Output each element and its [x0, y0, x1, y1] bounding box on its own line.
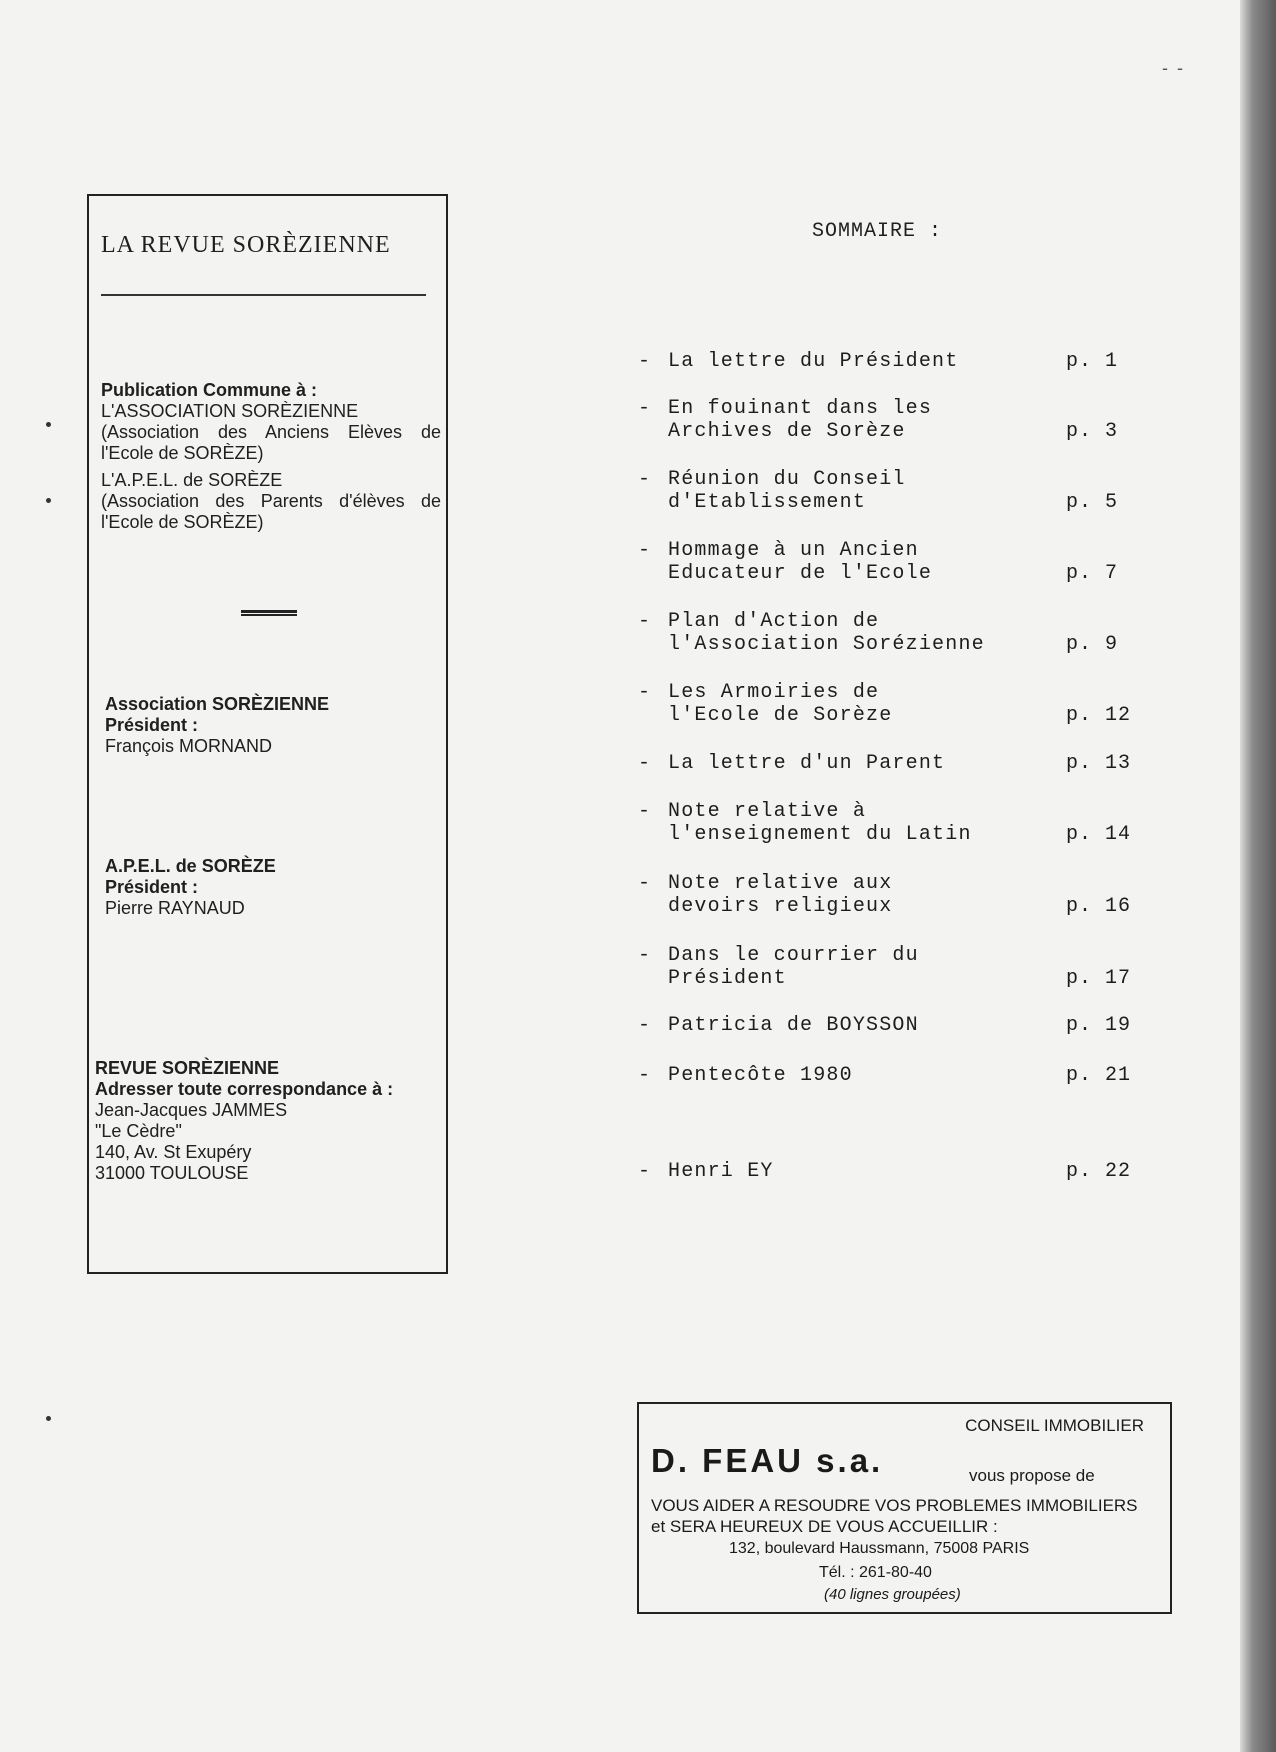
advertisement-box — [637, 1402, 1172, 1614]
revue-street: 140, Av. St Exupéry — [95, 1142, 252, 1162]
section-divider — [241, 610, 297, 616]
apel-heading: A.P.E.L. de SORÈZE — [105, 856, 276, 876]
association-role: Président : — [105, 715, 199, 735]
toc-item-subtitle: Archives de Sorèze — [668, 420, 906, 443]
toc-page-number: p. 1 — [1066, 350, 1119, 373]
ad-offer: vous propose de — [969, 1466, 1095, 1485]
ad-phone-note: (40 lignes groupées) — [824, 1586, 961, 1603]
toc-item-title: Les Armoiries de — [668, 681, 880, 704]
publication-org1: L'ASSOCIATION SORÈZIENNE — [101, 401, 359, 421]
toc-page-number: p. 17 — [1066, 967, 1132, 990]
toc-item-subtitle: l'Association Sorézienne — [668, 633, 985, 656]
masthead-title: LA REVUE SORÈZIENNE — [101, 232, 391, 258]
association-heading: Association SORÈZIENNE — [105, 694, 330, 714]
punch-mark — [46, 422, 51, 427]
revue-contact-name: Jean-Jacques JAMMES — [95, 1100, 288, 1120]
toc-page-number: p. 7 — [1066, 562, 1119, 585]
apel-role: Président : — [105, 877, 199, 897]
toc-item-title: La lettre du Président — [668, 350, 959, 373]
ad-company-name: D. FEAU s.a. — [651, 1442, 884, 1479]
toc-item-title: La lettre d'un Parent — [668, 752, 946, 775]
toc-page-number: p. 13 — [1066, 752, 1132, 775]
toc-page-number: p. 22 — [1066, 1160, 1132, 1183]
toc-item-subtitle: l'Ecole de Sorèze — [668, 704, 893, 727]
ad-kicker: CONSEIL IMMOBILIER — [965, 1416, 1144, 1435]
toc-item-subtitle: Educateur de l'Ecole — [668, 562, 933, 585]
apel-president: Pierre RAYNAUD — [105, 898, 245, 918]
toc-item-title: Patricia de BOYSSON — [668, 1014, 919, 1037]
toc-item-subtitle: Président — [668, 967, 787, 990]
toc-item-title: Plan d'Action de — [668, 610, 880, 633]
toc-item-subtitle: devoirs religieux — [668, 895, 893, 918]
toc-page-number: p. 14 — [1066, 823, 1132, 846]
publication-org2: L'A.P.E.L. de SORÈZE — [101, 470, 283, 490]
ad-line-1: VOUS AIDER A RESOUDRE VOS PROBLEMES IMMOBILIERS — [651, 1496, 1138, 1515]
toc-item-title: Note relative aux — [668, 872, 893, 895]
toc-page-number: p. 21 — [1066, 1064, 1132, 1087]
toc-item-title: Note relative à — [668, 800, 867, 823]
toc-page-number: p. 16 — [1066, 895, 1132, 918]
ad-line-2: et SERA HEUREUX DE VOUS ACCUEILLIR : — [651, 1517, 998, 1536]
toc-page-number: p. 12 — [1066, 704, 1132, 727]
ad-address: 132, boulevard Haussmann, 75008 PARIS — [729, 1540, 1030, 1557]
revue-instruction: Adresser toute correspondance à : — [95, 1079, 394, 1099]
toc-page-number: p. 9 — [1066, 633, 1119, 656]
toc-page-number: p. 3 — [1066, 420, 1119, 443]
punch-mark — [46, 498, 51, 503]
revue-city: 31000 TOULOUSE — [95, 1163, 249, 1183]
toc-item-title: Dans le courrier du — [668, 944, 919, 967]
toc-item-subtitle: d'Etablissement — [668, 491, 867, 514]
publication-org1-detail: (Association des Anciens Elèves de l'Ecole de SORÈZE) — [101, 422, 441, 463]
corner-mark: - - — [1162, 58, 1185, 78]
apel-block — [105, 856, 445, 919]
association-block — [105, 694, 445, 757]
toc-page-number: p. 5 — [1066, 491, 1119, 514]
publication-heading: Publication Commune à : — [101, 380, 318, 400]
revue-residence: "Le Cèdre" — [95, 1121, 182, 1141]
punch-mark — [46, 1416, 51, 1421]
publication-block — [101, 380, 441, 533]
toc-page-number: p. 19 — [1066, 1014, 1132, 1037]
publication-org2-detail: (Association des Parents d'élèves de l'Ecole de SORÈZE) — [101, 491, 441, 532]
toc-item-title: Henri EY — [668, 1160, 774, 1183]
toc-item-title: Pentecôte 1980 — [668, 1064, 853, 1087]
revue-block — [95, 1058, 435, 1184]
ad-phone: Tél. : 261-80-40 — [819, 1564, 932, 1581]
toc-item-title: Hommage à un Ancien — [668, 539, 919, 562]
masthead-box — [87, 194, 448, 1274]
toc-item-title: En fouinant dans les — [668, 397, 933, 420]
title-divider — [101, 294, 426, 296]
toc-item-title: Réunion du Conseil — [668, 468, 906, 491]
revue-heading: REVUE SORÈZIENNE — [95, 1058, 280, 1078]
page-edge-shadow — [1240, 0, 1276, 1752]
toc-item-subtitle: l'enseignement du Latin — [668, 823, 972, 846]
association-president: François MORNAND — [105, 736, 273, 756]
sommaire-heading: SOMMAIRE : — [812, 220, 943, 243]
